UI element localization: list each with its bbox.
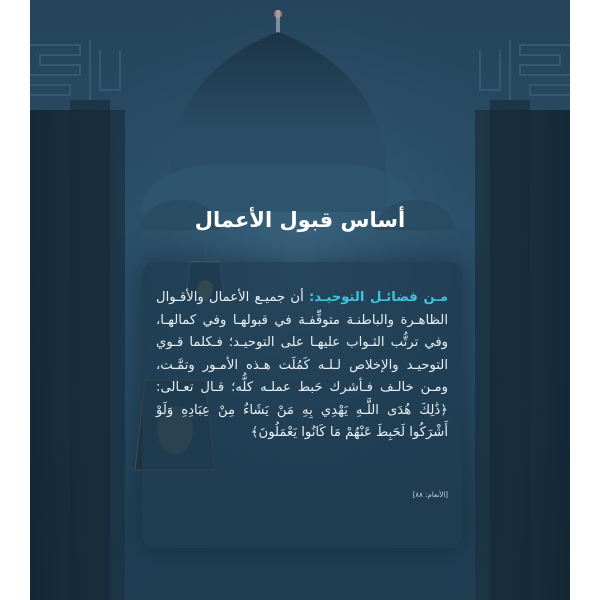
body-text-content: أن جميـع الأعمال والأقـوال الظاهـرة والباطنـة متوقِّفـة في قبولهـا وفي كمالهـا، وفي ترتُّب الثـواب عليهـا على التوحيـد؛ فـكلما قـوي التوحيـد والإخلاص لـلـه كَمُلَت هـذه الأمـور وتمَّـت، ومـن خالـف فـأشرك حَبط عملـه كلُّه؛ قـال تعـالى: ﴿ذَٰلِكَ هُدَى اللَّـهِ يَهْدِي بِهِ مَنْ يَشَاءُ مِنْ عِبَادِهِ وَلَوْ أَشْرَكُوا لَحَبِطَ عَنْهُمْ مَا كَانُوا يَعْمَلُونَ﴾ [156, 290, 448, 440]
post-card [30, 0, 570, 600]
verse-reference: [الأنعام: ٨٨] [412, 491, 448, 499]
lead-highlight: مـن فضائـل التوحيـد: [308, 290, 448, 305]
post-body [156, 287, 448, 445]
post-title: أساس قبول الأعمال [194, 208, 406, 232]
